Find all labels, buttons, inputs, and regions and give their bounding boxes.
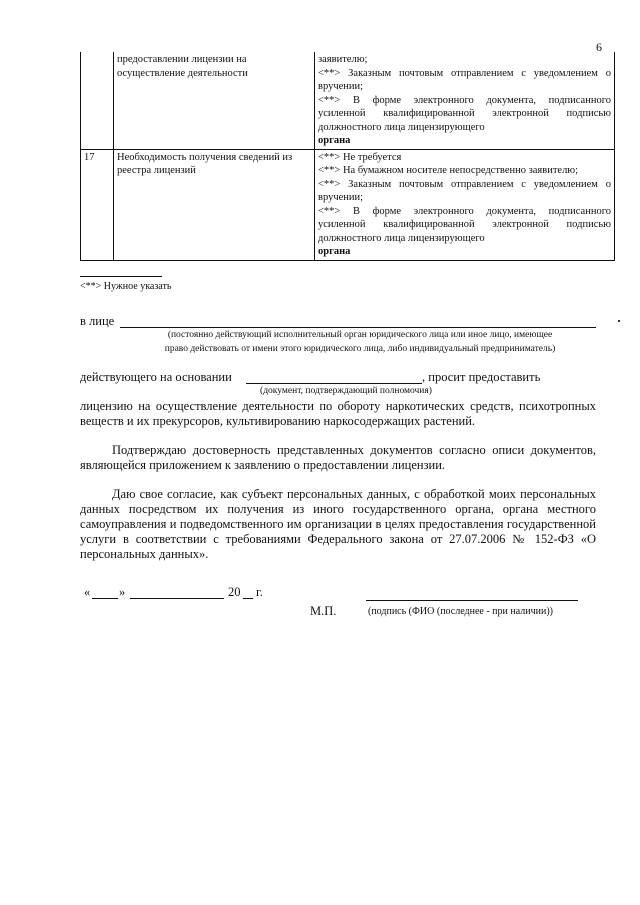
confirm-paragraph: Подтверждаю достоверность представленных документов согласно описи документов, являющейся приложением к заявлению о предоставлении лицензии. xyxy=(80,443,596,472)
row-number: 17 xyxy=(81,149,114,260)
option-text: <**> Заказным почтовым отправлением с уведомлением о вручении; xyxy=(318,178,611,203)
signature-field[interactable] xyxy=(366,590,578,601)
scan-mark xyxy=(618,320,620,322)
table-row xyxy=(81,149,615,260)
row-number xyxy=(81,52,114,149)
option-text: <**> Не требуется xyxy=(318,151,402,163)
row-options xyxy=(315,52,615,149)
basis-request: , просит предоставить xyxy=(422,370,541,384)
in-person-caption-2: право действовать от имени этого юридического лица, либо индивидуальный предприниматель) xyxy=(164,344,556,354)
page-number: 6 xyxy=(596,40,602,54)
option-text: <**> В форме электронного документа, подписанного усиленной квалифицированной электронной подписью должностного лица лицензирующего xyxy=(318,94,611,133)
option-text: <**> На бумажном носителе непосредственно заявителю; xyxy=(318,165,579,176)
option-text: заявителю; xyxy=(318,54,368,65)
row-name: предоставлении лицензии на осуществление деятельности xyxy=(114,52,315,149)
in-person-label: в лице xyxy=(80,314,115,328)
date-day-field[interactable] xyxy=(92,585,118,599)
in-person-caption-1: (постоянно действующий исполнительный орган юридического лица или иное лицо, имеющее xyxy=(167,330,553,340)
license-paragraph: лицензию на осуществление деятельности по обороту наркотических средств, психотропных веществ и их прекурсоров, культивированию наркосодержащих растений. xyxy=(80,399,596,428)
license-table xyxy=(80,52,615,261)
signature-caption: (подпись (ФИО (последнее - при наличии)) xyxy=(368,606,553,617)
option-text: органа xyxy=(318,246,351,257)
in-person-field[interactable] xyxy=(120,314,596,328)
date-year-suffix: г. xyxy=(256,585,263,599)
date-month-field[interactable] xyxy=(130,585,224,599)
table-row xyxy=(81,52,615,149)
stamp-label: М.П. xyxy=(310,604,337,618)
row-options xyxy=(315,149,615,260)
consent-paragraph: Даю свое согласие, как субъект персональных данных, с обработкой моих персональных данных посредством их получения из иного государственного органа, органа местного самоуправления и подведомственного им организации в целях предоставления государственной услуги в соответствии с требованиями Федерального закона от 27.07.2006 № 152-ФЗ «О персональных данных». xyxy=(80,487,596,561)
date-close-quote: » xyxy=(119,585,126,599)
basis-label: действующего на основании xyxy=(80,370,232,384)
option-text: органа xyxy=(318,135,351,146)
footnote-divider xyxy=(80,276,162,277)
date-year-prefix: 20 xyxy=(228,585,241,599)
option-text: <**> В форме электронного документа, подписанного усиленной квалифицированной электронной подписью должностного лица лицензирующего xyxy=(318,205,611,244)
basis-caption: (документ, подтверждающий полномочия) xyxy=(260,386,432,396)
option-text: <**> Заказным почтовым отправлением с уведомлением о вручении; xyxy=(318,67,611,92)
date-open-quote: « xyxy=(84,585,91,599)
date-year-field[interactable] xyxy=(243,585,253,599)
footnote: <**> Нужное указать xyxy=(80,281,172,292)
basis-document-field[interactable] xyxy=(246,370,422,384)
row-name: Необходимость получения сведений из реестра лицензий xyxy=(114,149,315,260)
